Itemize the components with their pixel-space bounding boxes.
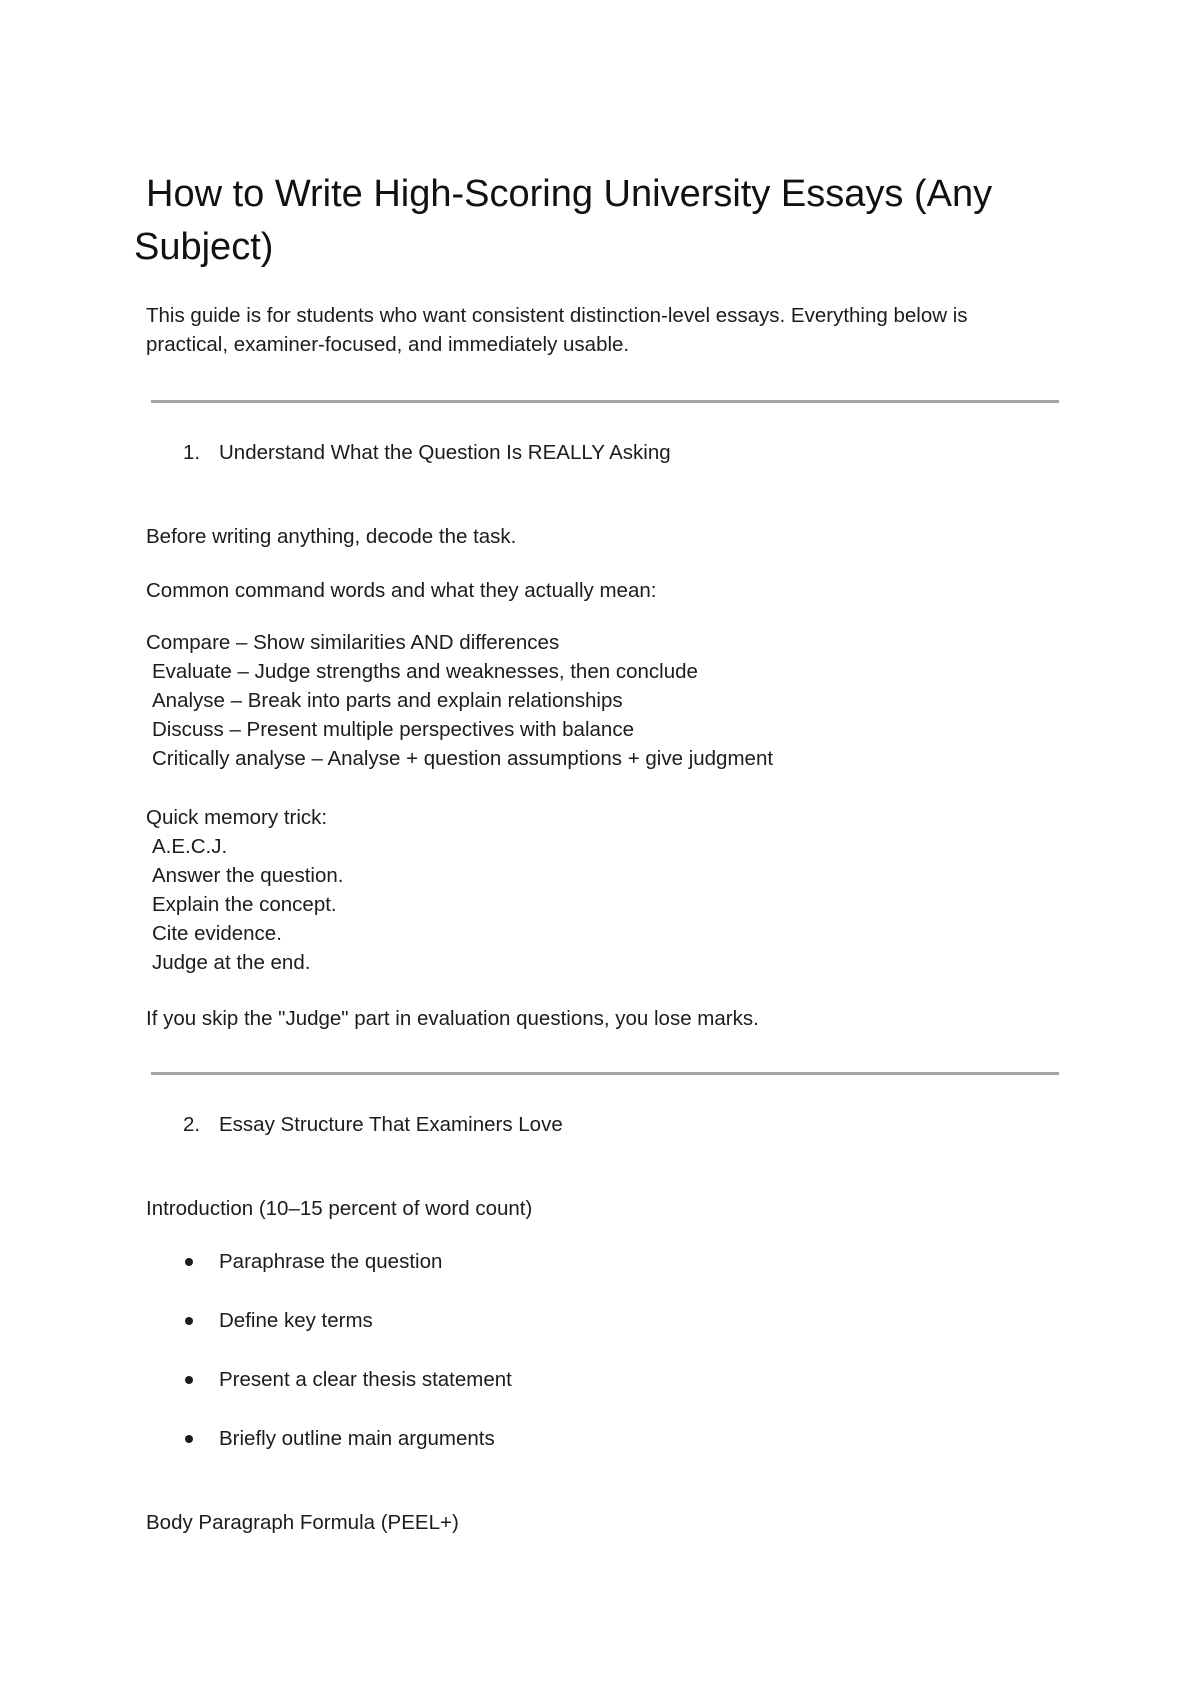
bullet-item: Present a clear thesis statement [219,1368,512,1391]
bullet-icon [185,1258,193,1266]
bullet-icon [185,1317,193,1325]
bullet-icon [185,1376,193,1384]
command-word-item: Analyse – Break into parts and explain relationships [152,689,623,712]
intro-line-2: practical, examiner-focused, and immediately usable. [146,333,630,356]
section-1-warning: If you skip the "Judge" part in evaluation questions, you lose marks. [146,1007,759,1030]
title-line-1: How to Write High-Scoring University Essays (Any [146,173,993,215]
memory-trick-line: Explain the concept. [152,893,337,916]
bullet-icon [185,1435,193,1443]
bullet-item: Briefly outline main arguments [219,1427,495,1450]
section-1-paragraph-1: Before writing anything, decode the task. [146,525,517,548]
horizontal-divider [151,400,1059,403]
memory-trick-label: Quick memory trick: [146,806,328,829]
memory-trick-line: Cite evidence. [152,922,282,945]
memory-trick-line: Judge at the end. [152,951,311,974]
title-line-2: Subject) [134,226,274,268]
memory-trick-block [146,803,343,977]
bullet-item: Paraphrase the question [219,1250,443,1273]
section-1-heading-text: Understand What the Question Is REALLY Asking [219,441,671,464]
memory-trick-line: A.E.C.J. [152,835,228,858]
command-word-item: Compare – Show similarities AND differences [146,631,560,654]
section-2-heading [183,1110,883,1140]
document-title [134,168,1076,274]
command-word-item: Discuss – Present multiple perspectives with balance [152,718,634,741]
intro-line-1: This guide is for students who want consistent distinction-level essays. Everything below is [146,304,968,327]
section-2-number: 2. [183,1113,201,1136]
section-1-heading [183,438,883,468]
body-paragraph-label: Body Paragraph Formula (PEEL+) [146,1511,459,1534]
memory-trick-line: Answer the question. [152,864,344,887]
command-words-list [146,628,773,773]
bullet-item: Define key terms [219,1309,373,1332]
section-1-number: 1. [183,441,201,464]
section-1-paragraph-2: Common command words and what they actually mean: [146,579,657,602]
section-2-heading-text: Essay Structure That Examiners Love [219,1113,563,1136]
command-word-item: Critically analyse – Analyse + question assumptions + give judgment [152,747,774,770]
intro-paragraph [146,301,968,359]
horizontal-divider [151,1072,1059,1075]
command-word-item: Evaluate – Judge strengths and weaknesses, then conclude [152,660,698,683]
introduction-label: Introduction (10–15 percent of word count) [146,1197,533,1220]
